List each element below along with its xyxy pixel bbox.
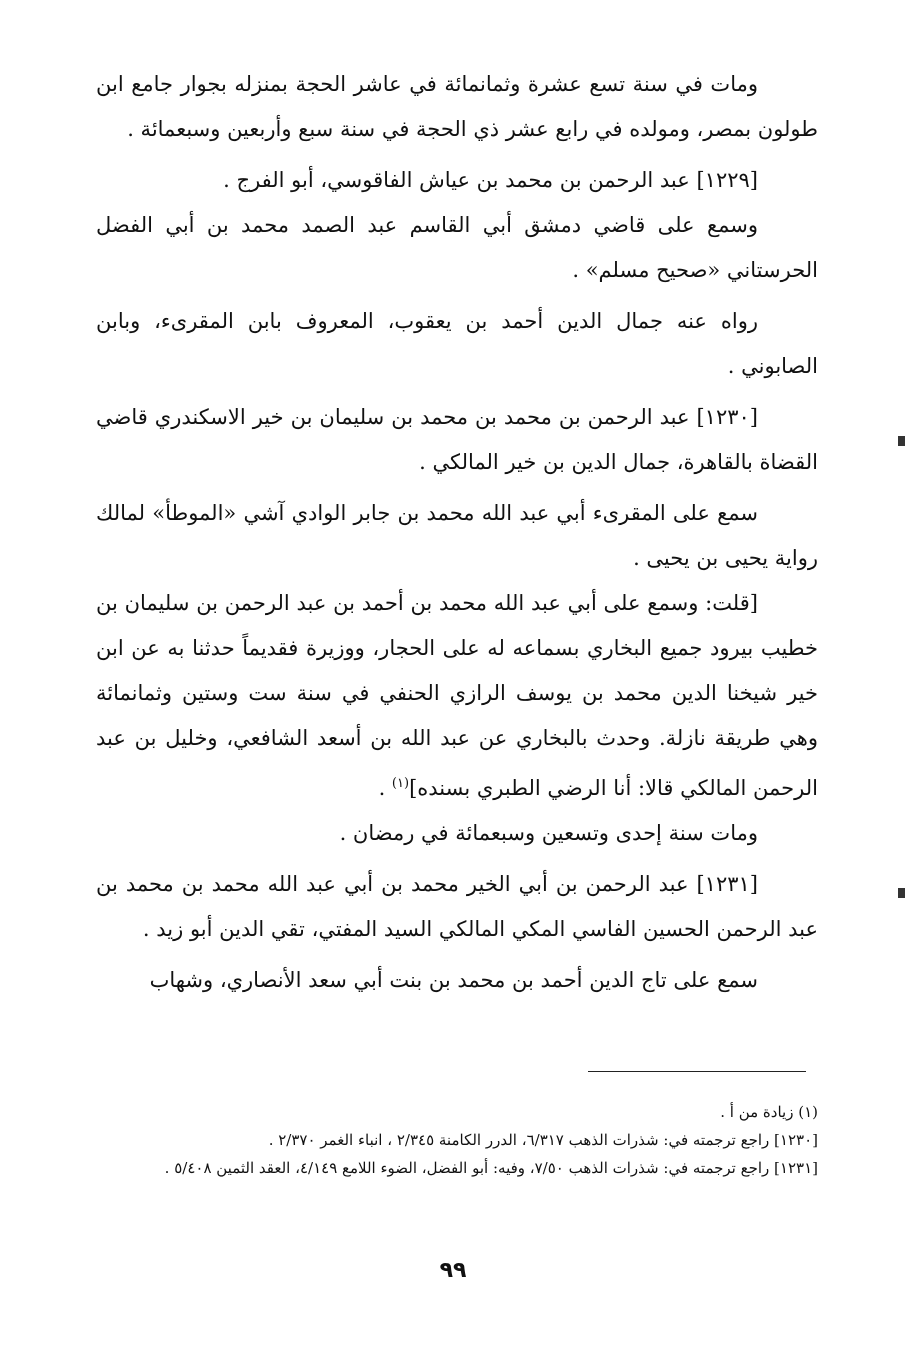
entry-1229-heading: [١٢٢٩] عبد الرحمن بن محمد بن عياش الفاقوسي، أبو الفرج .	[223, 168, 758, 192]
footnote: [١٢٣١] راجع ترجمته في: شذرات الذهب ٧/٥٠، وفيه: أبو الفضل، الضوء اللامع ٤/١٤٩، العقد الثمين ٥/٤٠٨ .	[164, 1159, 818, 1177]
paragraph: سمع على تاج الدين أحمد بن محمد بن بنت أبي سعد الأنصاري، وشهاب	[149, 968, 758, 992]
paragraph: ومات في سنة تسع عشرة وثمانمائة في عاشر الحجة بمنزله بجوار جامع ابن طولون بمصر، ومولده في رابع عشر ذي الحجة في سنة سبع وأربعين وسبعمائة .	[96, 72, 818, 141]
scan-mark	[898, 888, 905, 898]
footnote-ref: (١)	[391, 776, 410, 791]
paragraph-with-note: [قلت: وسمع على أبي عبد الله محمد بن أحمد بن عبد الرحمن بن سليمان بن خطيب بيرود جميع البخاري بسماعه له على الحجار، ووزيرة فقديماً حدثنا به عن ابن خير شيخنا الدين محمد بن يوسف الرازي الحنفي في سنة ست وستين وثمانمائة وهي طريقة نازلة. وحدث بالبخاري عن عبد الله بن أسعد الشافعي، وخليل بن عبد الرحمن المالكي قالا: أنا الرضي الطبري بسنده]$^{(١)}$ .	[96, 591, 818, 800]
page-body	[96, 62, 818, 1003]
footnotes	[96, 1098, 818, 1182]
footnote-divider	[588, 1071, 806, 1072]
paragraph: ومات سنة إحدى وتسعين وسبعمائة في رمضان .	[339, 821, 758, 845]
entry-1231-heading: [١٢٣١] عبد الرحمن بن أبي الخير محمد بن أبي عبد الله محمد بن محمد بن عبد الرحمن الحسين الفاسي المكي المالكي السيد المفتي، تقي الدين أبو زيد .	[96, 872, 818, 941]
paragraph: رواه عنه جمال الدين أحمد بن يعقوب، المعروف بابن المقرىء، وبابن الصابوني .	[96, 309, 818, 378]
scan-mark	[898, 436, 905, 446]
paragraph: سمع على المقرىء أبي عبد الله محمد بن جابر الوادي آشي «الموطأ» لمالك رواية يحيى بن يحيى .	[96, 501, 818, 570]
footnote: (١) زيادة من أ .	[720, 1103, 818, 1121]
page-number: ٩٩	[439, 1258, 467, 1283]
entry-1230-heading: [١٢٣٠] عبد الرحمن بن محمد بن محمد بن سليمان بن خير الاسكندري قاضي القضاة بالقاهرة، جمال الدين بن خير المالكي .	[96, 405, 818, 474]
paragraph-text: [قلت: وسمع على أبي عبد الله محمد بن أحمد بن عبد الرحمن بن سليمان بن خطيب بيرود جميع البخاري بسماعه له على الحجار، ووزيرة فقديماً حدثنا به عن ابن خير شيخنا الدين محمد بن يوسف الرازي الحنفي في سنة ست وستين وثمانمائة وهي طريقة نازلة. وحدث بالبخاري عن عبد الله بن أسعد الشافعي، وخليل بن عبد الرحمن المالكي قالا: أنا الرضي الطبري بسنده]	[96, 591, 818, 800]
footnote: [١٢٣٠] راجع ترجمته في: شذرات الذهب ٦/٣١٧، الدرر الكامنة ٢/٣٤٥ ، انباء الغمر ٢/٣٧٠ .	[268, 1131, 818, 1149]
paragraph: وسمع على قاضي دمشق أبي القاسم عبد الصمد محمد بن أبي الفضل الحرستاني «صحيح مسلم» .	[96, 213, 818, 282]
